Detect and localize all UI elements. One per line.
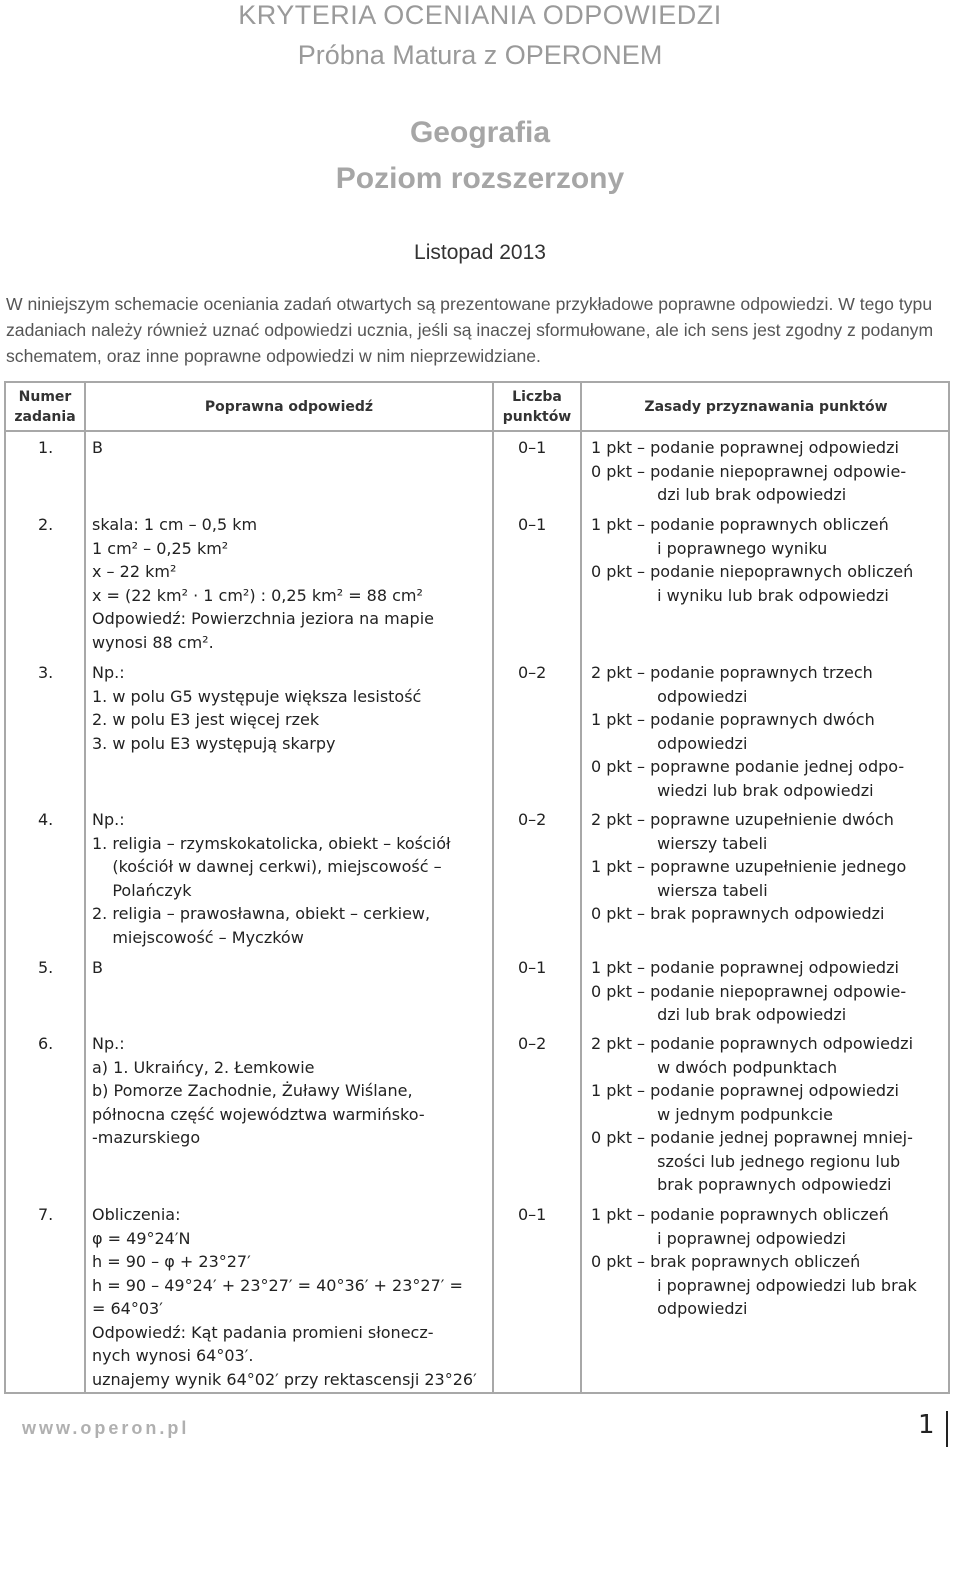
task-number: 5. [38, 958, 54, 977]
header-points: Liczba punktów [502, 389, 572, 425]
grading-table [4, 381, 950, 1394]
task-answer: B [92, 438, 103, 457]
task-number: 3. [38, 663, 54, 682]
date-label: Listopad 2013 [414, 241, 546, 264]
task-rules: 2 pkt – poprawne uzupełnienie dwóch wierszy tabeli 1 pkt – poprawne uzupełnienie jednego wiersza tabeli 0 pkt – brak poprawnych odpowiedzi [591, 810, 907, 923]
page-number: 1 [918, 1410, 935, 1440]
task-points: 0–1 [518, 1205, 547, 1224]
task-rules: 1 pkt – podanie poprawnej odpowiedzi 0 pkt – podanie niepoprawnej odpowie- dzi lub brak odpowiedzi [591, 958, 907, 1024]
task-answer: Np.: 1. w polu G5 występuje większa lesistość 2. w polu E3 jest więcej rzek 3. w polu E3 występują skarpy [92, 663, 422, 753]
subject-title: Geografia [409, 116, 551, 149]
task-rules: 1 pkt – podanie poprawnych obliczeń i poprawnego wyniku 0 pkt – podanie niepoprawnych obliczeń i wyniku lub brak odpowiedzi [591, 515, 914, 605]
header-rules: Zasady przyznawania punktów [644, 399, 888, 415]
header-subtitle: Próbna Matura z OPERONEM [297, 40, 663, 70]
intro-paragraph: W niniejszym schemacie oceniania zadań otwartych są prezentowane przykładowe poprawne odpowiedzi. W tego typu zadaniach należy również uznać odpowiedzi ucznia, jeśli są inaczej sformułowane, ale ich sens jest zgodny z podanym schematem, oraz inne poprawne odpowiedzi w nim nieprzewidziane. [6, 294, 934, 366]
footer-url[interactable]: www.operon.pl [22, 1418, 190, 1438]
column-divider [580, 383, 582, 1392]
column-divider [492, 383, 494, 1392]
task-rules: 1 pkt – podanie poprawnych obliczeń i poprawnej odpowiedzi 0 pkt – brak poprawnych obliczeń i poprawnej odpowiedzi lub brak odpowiedzi [591, 1205, 917, 1318]
task-answer: Np.: a) 1. Ukraińcy, 2. Łemkowie b) Pomorze Zachodnie, Żuławy Wiślane, północna część województwa warmińsko- -mazurskiego [92, 1034, 425, 1147]
column-divider [84, 383, 86, 1392]
header-title: KRYTERIA OCENIANIA ODPOWIEDZI [238, 0, 722, 30]
header-number: Numer zadania [14, 389, 76, 425]
task-points: 0–2 [518, 663, 547, 682]
task-number: 7. [38, 1205, 54, 1224]
task-answer: Obliczenia: φ = 49°24′N h = 90 – φ + 23°27′ h = 90 – 49°24′ + 23°27′ = 40°36′ + 23°27′ = = 64°03′ Odpowiedź: Kąt padania promieni słonecz- nych wynosi 64°03′. uznajemy wynik 64°02′ przy rektascensji 23°26′ [92, 1205, 477, 1389]
task-points: 0–2 [518, 1034, 547, 1053]
task-number: 2. [38, 515, 54, 534]
task-rules: 2 pkt – podanie poprawnych trzech odpowiedzi 1 pkt – podanie poprawnych dwóch odpowiedzi 0 pkt – poprawne podanie jednej odpo- wiedzi lub brak odpowiedzi [591, 663, 905, 800]
level-title: Poziom rozszerzony [335, 162, 625, 195]
task-number: 6. [38, 1034, 54, 1053]
task-points: 0–1 [518, 515, 547, 534]
task-number: 4. [38, 810, 54, 829]
task-answer: skala: 1 cm – 0,5 km 1 cm² – 0,25 km² x – 22 km² x = (22 km² · 1 cm²) : 0,25 km² = 88 cm² Odpowiedź: Powierzchnia jeziora na mapie wynosi 88 cm². [92, 515, 434, 652]
task-number: 1. [38, 438, 54, 457]
page-marker [946, 1411, 948, 1447]
header-answer: Poprawna odpowiedź [204, 399, 374, 415]
task-answer: Np.: 1. religia – rzymskokatolicka, obiekt – kościół (kościół w dawnej cerkwi), miejscowość – Polańczyk 2. religia – prawosławna, obiekt – cerkiew, miejscowość – Myczków [92, 810, 451, 947]
header-divider [6, 430, 948, 432]
task-points: 0–1 [518, 958, 547, 977]
task-rules: 2 pkt – podanie poprawnych odpowiedzi w dwóch podpunktach 1 pkt – podanie poprawnej odpowiedzi w jednym podpunkcie 0 pkt – podanie jednej poprawnej mniej- szości lub jednego regionu lub brak poprawnych odpowiedzi [591, 1034, 914, 1194]
task-points: 0–1 [518, 438, 547, 457]
task-rules: 1 pkt – podanie poprawnej odpowiedzi 0 pkt – podanie niepoprawnej odpowie- dzi lub brak odpowiedzi [591, 438, 907, 504]
task-answer: B [92, 958, 103, 977]
task-points: 0–2 [518, 810, 547, 829]
